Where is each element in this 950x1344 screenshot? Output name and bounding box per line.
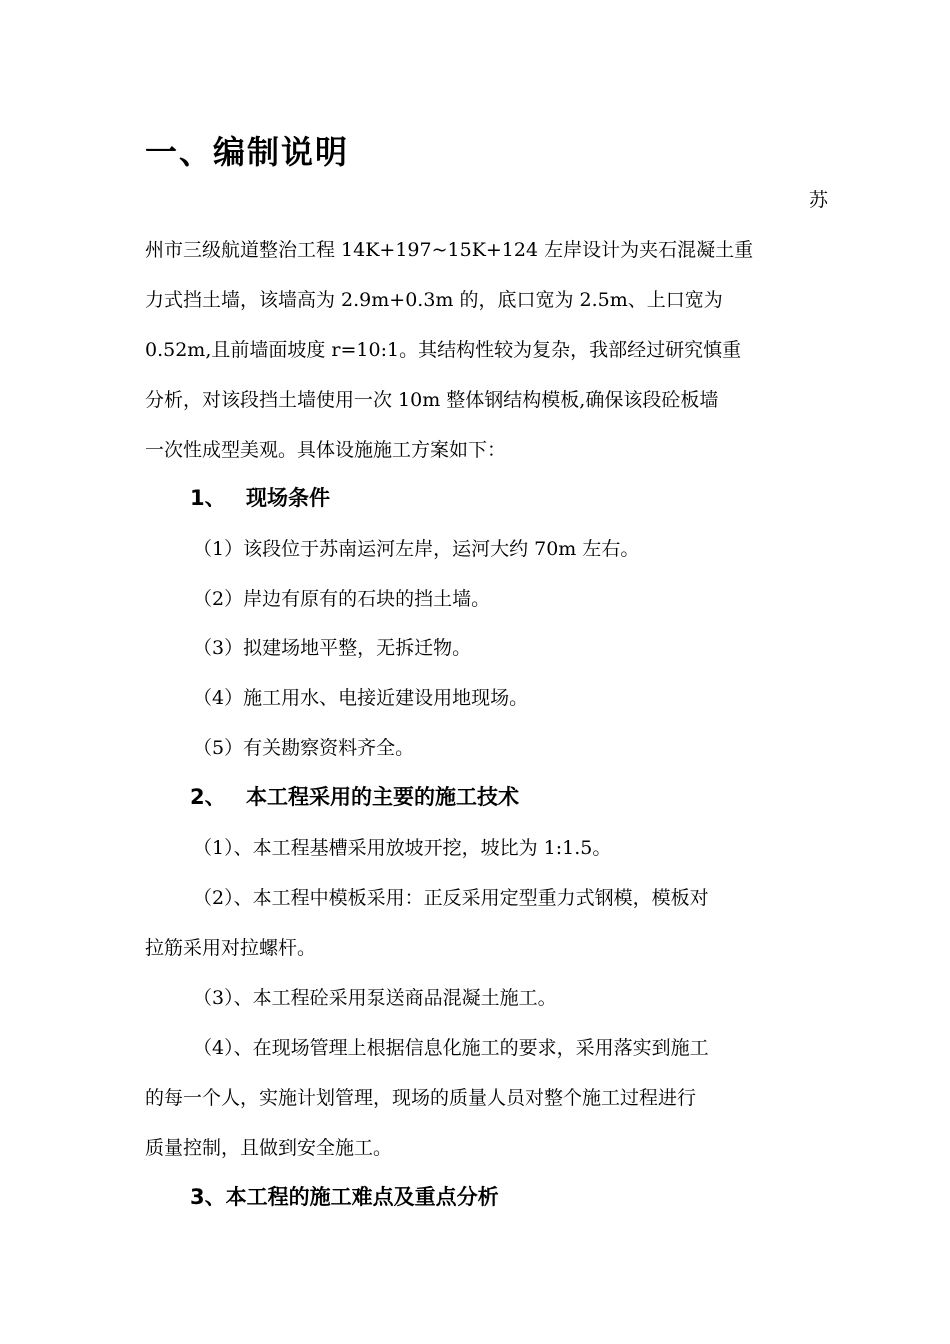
list-item: 质量控制，且做到安全施工。 xyxy=(145,1137,393,1159)
list-item: （1）、本工程基槽采用放坡开挖，坡比为 1:1.5。 xyxy=(193,837,612,859)
list-item: （3）拟建场地平整，无拆迁物。 xyxy=(193,637,472,659)
intro-line: 苏 xyxy=(808,189,828,211)
section-heading-techniques xyxy=(190,780,519,814)
intro-line: 分析，对该段挡土墙使用一次 10m 整体钢结构模板,确保该段砼板墙 xyxy=(145,389,719,411)
list-item: （1）该段位于苏南运河左岸，运河大约 70m 左右。 xyxy=(193,538,640,560)
intro-line: 力式挡土墙，该墙高为 2.9m+0.3m 的，底口宽为 2.5m、上口宽为 xyxy=(145,289,723,311)
page-title: 一、编制说明 xyxy=(145,133,350,171)
section-number: 1、 xyxy=(190,486,226,510)
section-title: 现场条件 xyxy=(246,486,330,510)
section-heading-site-conditions xyxy=(190,481,330,515)
list-item: （2）、本工程中模板采用：正反采用定型重力式钢模，模板对 xyxy=(193,887,709,909)
section-title: 本工程的施工难点及重点分析 xyxy=(225,1185,499,1209)
list-item: （4）、在现场管理上根据信息化施工的要求，采用落实到施工 xyxy=(193,1037,709,1059)
intro-line: 州市三级航道整治工程 14K+197~15K+124 左岸设计为夹石混凝土重 xyxy=(145,239,754,261)
list-item: 拉筋采用对拉螺杆。 xyxy=(145,937,317,959)
list-item: （2）岸边有原有的石块的挡土墙。 xyxy=(193,588,491,610)
list-item: （4）施工用水、电接近建设用地现场。 xyxy=(193,687,529,709)
intro-line: 一次性成型美观。具体设施施工方案如下： xyxy=(145,439,507,461)
list-item: （3）、本工程砼采用泵送商品混凝土施工。 xyxy=(193,987,557,1009)
section-number: 3、 xyxy=(190,1185,226,1209)
list-item: （5）有关勘察资料齐全。 xyxy=(193,737,415,759)
section-number: 2、 xyxy=(190,785,226,809)
intro-line: 0.52m,且前墙面坡度 r=10:1。其结构性较为复杂，我部经过研究慎重 xyxy=(145,339,742,361)
section-title: 本工程采用的主要的施工技术 xyxy=(246,785,519,809)
list-item: 的每一个人，实施计划管理，现场的质量人员对整个施工过程进行 xyxy=(145,1087,697,1109)
section-heading-difficulties xyxy=(190,1180,499,1214)
